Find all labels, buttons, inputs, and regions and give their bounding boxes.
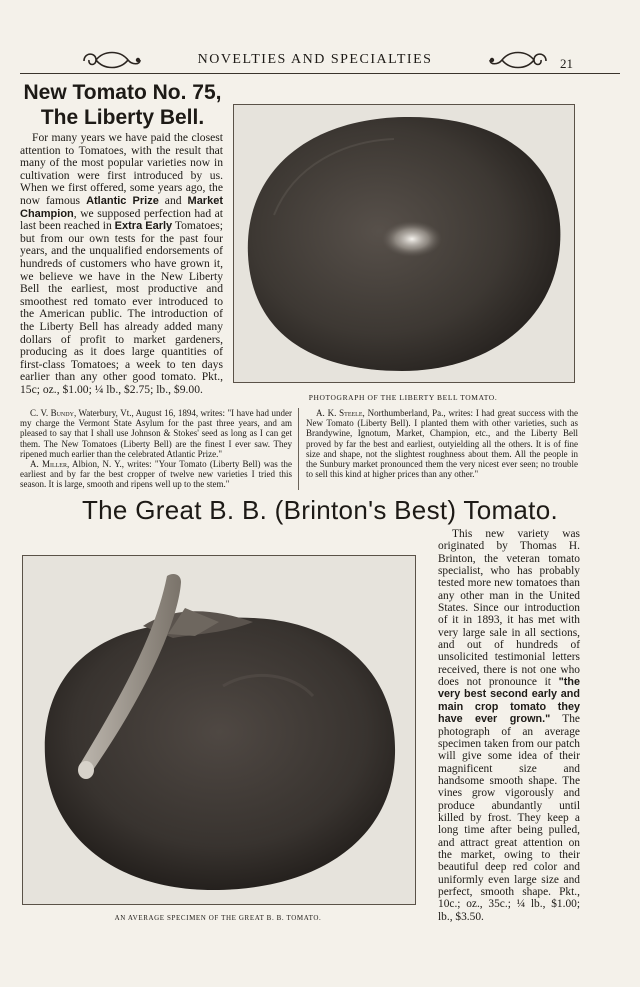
tomato-image-icon	[234, 105, 574, 382]
variety-name-market-champion: Market Champion	[20, 194, 223, 220]
testimonial-text: , Northumberland, Pa., writes: I had great success with the New Tomato (Liberty Bell). I planted them with other varieties, such as Brandywine, Ignotum, Market, Champion, etc., and the Liberty Bell proved by far the best and earliest, outyielding all the others. It is of fine size and shape, not the slightest roughness about them. All the people in the Sunbury market pronounced them the very nicest ever seen; no trouble to sell this kind at higher prices than any other."	[306, 408, 578, 480]
page-number: 21	[560, 56, 573, 71]
body-text: Tomatoes; but from our own tests for the past four years, and the unqualified endorsements of hundreds of customers who have grown it, we believe we have in the New Liberty Bell the earliest, most productive and smoothest red tomato ever introduced to the American public. The introduction of the Liberty Bell has already added many dollars of profit to market gardeners, producing as it does large quantities of first-class Tomatoes; a week to ten days earlier than any other good tomato. Pkt., 15c; oz., $1.00; ¼ lb., $2.75; lb., $9.00.	[20, 219, 223, 396]
testimonial-author: C. V. Bundy	[30, 408, 74, 418]
page-header	[80, 48, 550, 74]
scroll-ornament-left-icon	[80, 48, 144, 74]
testimonial	[20, 408, 292, 459]
liberty-bell-title-line1: New Tomato No. 75,	[23, 81, 222, 104]
liberty-bell-description	[20, 132, 223, 396]
header-rule	[20, 73, 620, 74]
testimonial-text: , Waterbury, Vt., August 16, 1894, writes: "I have had under my charge the Vermont State Asylum for the past three years, and am pleased to say that I shall use Johnson & Stokes' seed as long as I can get them. The New Tomatoes (Liberty Bell) are the finest I ever saw. They ripened much earlier than the celebrated Atlantic Prize."	[20, 408, 293, 459]
testimonial-text: , Albion, N. Y., writes: "Your Tomato (Liberty Bell) was the earliest and by far the best cropper of twelve new varieties I tried this season. It is large, smooth and ripens well up to the stem."	[20, 459, 292, 490]
variety-name-atlantic-prize: Atlantic Prize	[86, 194, 159, 207]
liberty-bell-title	[20, 80, 225, 130]
liberty-bell-title-line2: The Liberty Bell.	[40, 106, 205, 129]
body-text: The photograph of an average specimen taken from our patch will give some idea of their magnificent size and handsome smooth shape. The vines grow vigorously and produce abundantly until killed by frost. They keep a long time after being pulled, and attract great attention on the market, owing to their beautiful deep red color and uniformly even large size and perfect, smooth shape. Pkt., 10c.; oz., 35c.; ¼ lb., $1.00; lb., $3.50.	[438, 713, 580, 923]
testimonial-author: A. Miller	[30, 459, 67, 470]
body-text: This new variety was originated by Thomas H. Brinton, the veteran tomato specialist, who has probably tested more new tomatoes than any other man in the United States. Since our introduction of it in 1893, it has met with very large sale in all sections, and out of hundreds of unsolicited testimonial letters received, there is not one who does not pronounce it	[438, 528, 580, 689]
brinton-best-title: The Great B. B. (Brinton's Best) Tomato.	[81, 495, 558, 525]
body-text: For many years we have paid the closest attention to Tomatoes, with the result that many of the most popular varieties now in cultivation were first introduced by us. When we first offered, some years ago, the now famous	[20, 131, 223, 207]
column-divider	[298, 408, 299, 490]
variety-name-extra-early: Extra Early	[114, 220, 173, 233]
brinton-best-tomato-photo	[22, 555, 416, 905]
brinton-best-description	[438, 528, 580, 923]
brinton-best-photo-caption: AN AVERAGE SPECIMEN OF THE GREAT B. B. TOMATO.	[114, 914, 322, 922]
testimonial-author: A. K. Steele	[316, 408, 363, 418]
body-text: , we supposed perfection had at last been reached in	[20, 206, 223, 233]
testimonials-left-column	[20, 408, 292, 490]
body-text: and	[158, 193, 188, 207]
testimonial	[20, 459, 292, 490]
tomato-with-stem-image-icon	[23, 556, 415, 904]
running-header-title: NOVELTIES AND SPECIALTIES	[197, 52, 433, 67]
testimonial	[306, 408, 578, 479]
scroll-ornament-right-icon	[486, 48, 550, 74]
testimonials-right-column	[306, 408, 578, 479]
customer-quote: "the very best second early and main crop tomato they have ever grown."	[438, 676, 580, 726]
liberty-bell-photo-caption: PHOTOGRAPH OF THE LIBERTY BELL TOMATO.	[308, 393, 498, 402]
liberty-bell-tomato-photo	[233, 104, 575, 383]
